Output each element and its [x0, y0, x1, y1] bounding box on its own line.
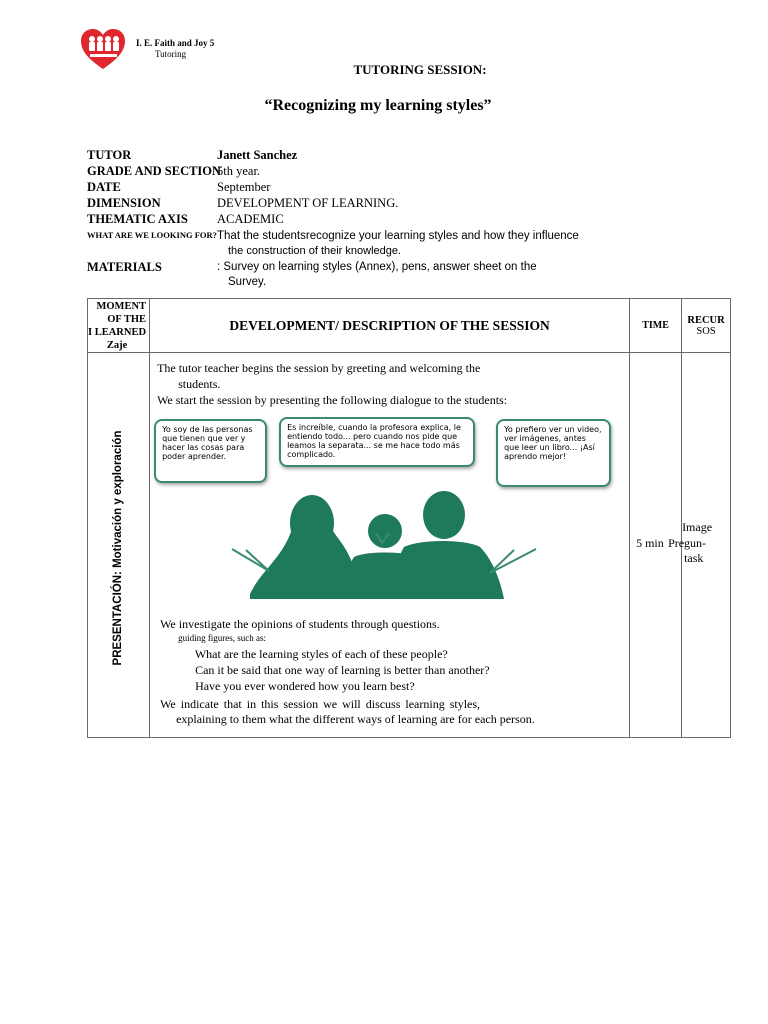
- step-dialogue: We start the session by presenting the following dialogue to the students:: [157, 393, 508, 407]
- materials-value-line2: Survey.: [228, 276, 267, 288]
- speech-bubble-right: Yo prefiero ver un video, ver imágenes, antes que leer un libro... ¡Así aprendo mejor!: [496, 419, 611, 487]
- moment-header-line3: I LEARNED: [88, 327, 147, 338]
- step-greeting: The tutor teacher begins the session by greeting and welcoming the: [157, 361, 481, 375]
- dimension-label: DIMENSION: [87, 196, 161, 210]
- question-1: What are the learning styles of each of these people?: [194, 647, 448, 661]
- moment-header-line4: Zaje: [106, 340, 128, 351]
- materials-value-line1: : Survey on learning styles (Annex), pens, answer sheet on the: [217, 261, 537, 273]
- resources-line3: task: [684, 551, 704, 565]
- school-name: I. E. Faith and Joy 5: [136, 38, 215, 48]
- development-header: DEVELOPMENT/ DESCRIPTION OF THE SESSION: [150, 299, 630, 353]
- resources-cell: [668, 353, 731, 738]
- resources-header-line2: SOS: [696, 325, 716, 337]
- moment-header-line2: OF THE: [107, 314, 147, 325]
- thematic-axis-value: ACADEMIC: [217, 212, 284, 226]
- thematic-axis-label: THEMATIC AXIS: [87, 212, 188, 226]
- materials-label: MATERIALS: [87, 260, 162, 274]
- silhouettes-image: [250, 491, 504, 599]
- step-indicate-cont: explaining to them what the different ways of learning are for each person.: [176, 712, 535, 726]
- session-table: [87, 298, 731, 738]
- resources-header-line1: RECUR: [687, 314, 725, 326]
- moment-vertical-text: PRESENTACIÓN: Motivación y exploración: [112, 430, 124, 666]
- looking-for-label: WHAT ARE WE LOOKING FOR?: [87, 230, 217, 240]
- question-2: Can it be said that one way of learning is better than another?: [195, 663, 490, 677]
- step-investigate: We investigate the opinions of students through questions.: [160, 617, 440, 631]
- session-title: “Recognizing my learning styles”: [264, 97, 492, 114]
- document-title: TUTORING SESSION:: [353, 62, 487, 77]
- resources-header: [682, 299, 731, 353]
- school-subtitle: Tutoring: [155, 49, 187, 59]
- looking-for-value-line1: That the studentsrecognize your learning styles and how they influence: [217, 230, 579, 242]
- development-cell: [150, 353, 630, 738]
- tutor-value: Janett Sanchez: [217, 148, 298, 162]
- step-greeting-cont: students.: [178, 377, 221, 391]
- step-indicate: We indicate that in this session we will discuss learning styles,: [160, 697, 481, 711]
- looking-for-value-line2: the construction of their knowledge.: [228, 245, 402, 257]
- moment-header-line1: MOMENT: [96, 301, 147, 312]
- time-value: 5 min: [636, 536, 664, 550]
- time-header: TIME: [630, 299, 682, 353]
- grade-value: 5th year.: [217, 164, 261, 178]
- question-3: Have you ever wondered how you learn best?: [195, 679, 415, 693]
- date-value: September: [217, 180, 271, 194]
- resources-line2: Pregun-: [668, 536, 707, 550]
- tutor-label: TUTOR: [87, 148, 132, 162]
- moment-header: [88, 299, 150, 353]
- step-investigate-cont: guiding figures, such as:: [178, 633, 267, 643]
- moment-cell: [88, 353, 150, 738]
- resources-line1: Image: [682, 520, 713, 534]
- date-label: DATE: [87, 180, 121, 194]
- grade-label: GRADE AND SECTION: [87, 164, 222, 178]
- speech-bubble-left: Yo soy de las personas que tienen que ver y hacer las cosas para poder aprender.: [154, 419, 267, 483]
- dialogue-illustration: [154, 419, 622, 599]
- dimension-value: DEVELOPMENT OF LEARNING.: [217, 196, 399, 210]
- speech-bubble-middle: Es increíble, cuando la profesora explica, le entiendo todo... pero cuando nos pide que leamos la separata... se me hace todo más complicado.: [279, 417, 475, 467]
